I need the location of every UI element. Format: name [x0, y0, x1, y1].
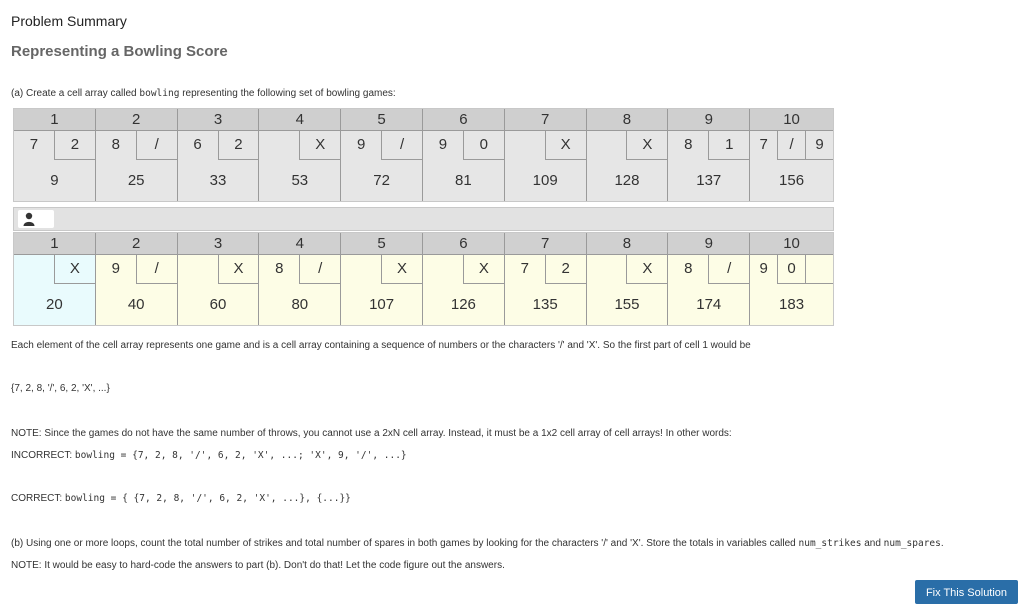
- frame-number: 3: [178, 109, 259, 131]
- throw-2: /: [136, 130, 177, 160]
- throw-1: [259, 130, 299, 160]
- throw-2: 2: [545, 254, 586, 284]
- throw-3: 9: [805, 130, 833, 160]
- frame-2: [96, 233, 178, 325]
- frame-number: 1: [14, 233, 95, 255]
- frame-throws: [14, 130, 95, 160]
- frame-number: 2: [96, 109, 177, 131]
- frame-number: 5: [341, 109, 422, 131]
- correct-code: bowling = { {7, 2, 8, '/', 6, 2, 'X', ...}, {...}}: [64, 493, 351, 504]
- example-cell: {7, 2, 8, '/', 6, 2, 'X', ...}: [11, 383, 110, 394]
- frame-8: [587, 109, 669, 201]
- throw-2: 0: [777, 254, 805, 284]
- frame-number: 6: [423, 233, 504, 255]
- frame-total: 60: [209, 296, 227, 313]
- frame-throws: [587, 254, 668, 284]
- throw-1: [341, 254, 381, 284]
- frame-throws: [505, 130, 586, 160]
- throw-1: 9: [356, 136, 366, 153]
- frame-10: [750, 233, 833, 325]
- frame-number: 4: [259, 109, 340, 131]
- frame-total: 135: [532, 296, 558, 313]
- frame-throws: [423, 254, 504, 284]
- frame-total: 80: [291, 296, 309, 313]
- correct-example: [11, 493, 351, 504]
- frame-number: 2: [96, 233, 177, 255]
- frame-4: [259, 233, 341, 325]
- part-b-and: and: [861, 538, 884, 549]
- frame-throws: [750, 130, 833, 160]
- incorrect-example: [11, 450, 407, 461]
- fix-solution-button[interactable]: Fix This Solution: [915, 580, 1018, 604]
- frame-total: 107: [369, 296, 395, 313]
- user-icon: [23, 212, 35, 226]
- frame-total: 81: [455, 172, 472, 189]
- frame-8: [587, 233, 669, 325]
- frame-total: 183: [779, 296, 805, 313]
- frame-number: 9: [668, 233, 749, 255]
- throw-2: X: [463, 254, 504, 284]
- throw-1: [178, 254, 218, 284]
- part-b-instruction: [11, 538, 944, 549]
- frame-throws: [96, 130, 177, 160]
- throw-2: X: [299, 130, 340, 160]
- frame-number: 7: [505, 233, 586, 255]
- frame-total: 53: [291, 172, 309, 189]
- correct-label: CORRECT:: [11, 493, 65, 504]
- frame-throws: [750, 254, 833, 284]
- bowling-game-2-card: [13, 232, 834, 326]
- throw-1: 6: [193, 136, 202, 153]
- frame-throws: [259, 254, 340, 284]
- frame-number: 3: [178, 233, 259, 255]
- throw-2: X: [545, 130, 586, 160]
- throw-1: [14, 254, 54, 284]
- frame-total: 109: [532, 172, 558, 189]
- frame-total: 25: [127, 172, 145, 189]
- frame-2: [96, 109, 178, 201]
- throw-1: [505, 130, 545, 160]
- frame-number: 9: [668, 109, 749, 131]
- throw-1: [423, 254, 463, 284]
- throw-2: /: [777, 130, 805, 160]
- frame-number: 6: [423, 109, 504, 131]
- part-a-code: bowling: [139, 88, 180, 99]
- player-tag[interactable]: [18, 210, 54, 228]
- frame-9: [668, 233, 750, 325]
- frame-number: 10: [750, 109, 833, 131]
- throw-2: X: [381, 254, 422, 284]
- frame-throws: [178, 254, 259, 284]
- throw-1: [587, 254, 627, 284]
- part-b-text: (b) Using one or more loops, count the total number of strikes and total number of spares in both games by looking for the characters '/' and 'X'. Store the totals in variables called: [11, 538, 799, 549]
- throw-2: 0: [463, 130, 504, 160]
- cell-array-description: Each element of the cell array represents one game and is a cell array containing a sequence of numbers or the characters '/' and 'X'. So the first part of cell 1 would be: [11, 340, 751, 351]
- throw-2: X: [54, 254, 95, 284]
- frame-number: 5: [341, 233, 422, 255]
- frame-1: [14, 233, 96, 325]
- frame-number: 8: [587, 233, 668, 255]
- frame-7: [505, 233, 587, 325]
- frame-4: [259, 109, 341, 201]
- throw-2: /: [708, 254, 749, 284]
- frame-throws: [587, 130, 668, 160]
- throw-1: 9: [759, 260, 768, 277]
- frame-1: [14, 109, 96, 201]
- frame-total: 156: [779, 172, 805, 189]
- throw-1: 8: [275, 260, 284, 277]
- frame-throws: [14, 254, 95, 284]
- frame-3: [178, 109, 260, 201]
- frame-number: 1: [14, 109, 95, 131]
- part-a-prefix: (a) Create a cell array called: [11, 88, 140, 99]
- game-separator-bar: [13, 207, 834, 231]
- frame-3: [178, 233, 260, 325]
- throw-3: [805, 254, 833, 284]
- throw-1: 9: [111, 260, 120, 277]
- throw-2: 2: [218, 130, 259, 160]
- note-2xn: NOTE: Since the games do not have the same number of throws, you cannot use a 2xN cell array. Instead, it must be a 1x2 cell array of cell arrays! In other words:: [11, 428, 732, 439]
- frame-throws: [668, 254, 749, 284]
- frame-5: [341, 233, 423, 325]
- throw-1: 7: [759, 136, 768, 153]
- throw-1: 7: [520, 260, 529, 277]
- page-title: Problem Summary: [11, 13, 127, 29]
- frame-9: [668, 109, 750, 201]
- frame-total: 40: [127, 296, 145, 313]
- frame-throws: [423, 130, 504, 160]
- frame-total: 137: [696, 172, 722, 189]
- frame-throws: [505, 254, 586, 284]
- part-a-instruction: [11, 88, 396, 99]
- frame-throws: [341, 254, 422, 284]
- throw-2: 2: [54, 130, 95, 160]
- frame-10: [750, 109, 833, 201]
- throw-2: /: [136, 254, 177, 284]
- incorrect-label: INCORRECT:: [11, 450, 75, 461]
- frame-number: 10: [750, 233, 833, 255]
- frame-5: [341, 109, 423, 201]
- throw-1: 8: [684, 136, 693, 153]
- part-a-suffix: representing the following set of bowling games:: [179, 88, 396, 99]
- throw-1: [587, 130, 627, 160]
- throw-2: X: [626, 130, 667, 160]
- frame-throws: [96, 254, 177, 284]
- frame-throws: [668, 130, 749, 160]
- frame-throws: [259, 130, 340, 160]
- frame-number: 8: [587, 109, 668, 131]
- frame-total: 20: [46, 296, 63, 313]
- throw-2: X: [218, 254, 259, 284]
- problem-subtitle: Representing a Bowling Score: [11, 43, 228, 60]
- frame-6: [423, 109, 505, 201]
- throw-1: 8: [111, 136, 120, 153]
- frame-6: [423, 233, 505, 325]
- throw-2: X: [626, 254, 667, 284]
- bowling-game-1-card: [13, 108, 834, 202]
- frame-throws: [341, 130, 422, 160]
- frame-total: 128: [614, 172, 640, 189]
- part-b-end: .: [940, 538, 944, 549]
- frame-total: 174: [696, 296, 722, 313]
- note-hardcode: NOTE: It would be easy to hard-code the answers to part (b). Don't do that! Let the code figure out the answers.: [11, 560, 505, 571]
- frame-total: 126: [450, 296, 476, 313]
- frame-number: 7: [505, 109, 586, 131]
- throw-2: 1: [708, 130, 749, 160]
- var-num-spares: num_spares: [883, 538, 941, 549]
- throw-1: 9: [438, 136, 448, 153]
- frame-throws: [178, 130, 259, 160]
- throw-1: 8: [684, 260, 693, 277]
- frame-total: 33: [209, 172, 227, 189]
- frame-total: 155: [614, 296, 640, 313]
- incorrect-code: bowling = {7, 2, 8, '/', 6, 2, 'X', ...; 'X', 9, '/', ...}: [74, 450, 407, 461]
- throw-2: /: [299, 254, 340, 284]
- throw-1: 7: [29, 136, 39, 153]
- frame-number: 4: [259, 233, 340, 255]
- frame-total: 72: [373, 172, 390, 189]
- frame-total: 9: [50, 172, 59, 189]
- throw-2: /: [381, 130, 422, 160]
- frame-7: [505, 109, 587, 201]
- var-num-strikes: num_strikes: [798, 538, 862, 549]
